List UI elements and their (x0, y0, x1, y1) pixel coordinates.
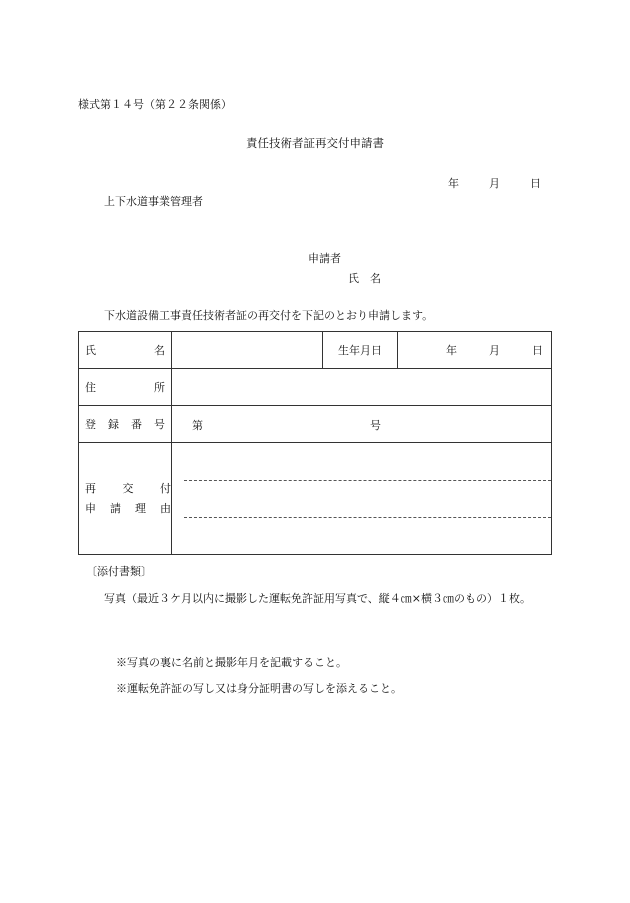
table-row-reason (79, 443, 552, 555)
registration-label-char: 録 (108, 418, 119, 431)
reason-label-char: 再 (85, 481, 96, 495)
applicant-name-label: 氏 名 (348, 272, 381, 285)
reason-label-char: 申 (85, 501, 96, 515)
name-field[interactable] (172, 332, 323, 369)
registration-field[interactable] (172, 406, 552, 443)
reason-label-char: 交 (122, 481, 134, 495)
date-month: 月 (489, 177, 500, 190)
date-year: 年 (448, 177, 459, 190)
reason-label-char: 付 (160, 481, 171, 495)
reason-label-char: 理 (135, 501, 146, 515)
dob-day: 日 (532, 344, 543, 357)
address-label-char: 所 (154, 381, 165, 394)
note-photo-back: ※写真の裏に名前と撮影年月を記載すること。 (116, 656, 347, 669)
reason-field[interactable] (172, 443, 552, 555)
note-id-copy: ※運転免許証の写し又は身分証明書の写しを添えること。 (116, 682, 402, 695)
table-row-registration (79, 406, 552, 443)
registration-prefix: 第 (192, 419, 203, 432)
attachments-heading: 〔添付書類〕 (86, 565, 152, 578)
dob-label: 生年月日 (323, 332, 398, 369)
name-label-char: 氏 (85, 344, 96, 357)
form-number: 様式第１４号（第２２条関係） (78, 98, 232, 111)
application-table (78, 331, 552, 555)
reason-dotted-line (184, 480, 551, 481)
date-day: 日 (530, 177, 541, 190)
address-label-char: 住 (85, 381, 96, 394)
registration-suffix: 号 (370, 419, 381, 432)
addressee: 上下水道事業管理者 (104, 195, 203, 208)
registration-label-char: 登 (85, 418, 96, 431)
table-row-address (79, 369, 552, 406)
table-row-name (79, 332, 552, 369)
document-title: 責任技術者証再交付申請書 (246, 136, 384, 150)
reason-dotted-line (184, 517, 551, 518)
reason-label-cell (79, 443, 172, 555)
reason-label-char: 由 (160, 501, 171, 515)
date-line (448, 175, 541, 191)
address-label-cell (79, 369, 172, 406)
applicant-label: 申請者 (308, 252, 341, 265)
attachments-body: 写真（最近３ケ月以内に撮影した運転免許証用写真で、縦４㎝×横３㎝のもの）１枚。 (104, 592, 531, 605)
name-label-cell (79, 332, 172, 369)
registration-label-char: 号 (154, 418, 165, 431)
registration-label-char: 番 (131, 418, 142, 431)
reason-label-char: 請 (110, 501, 121, 515)
name-label-char: 名 (154, 344, 165, 357)
registration-label-cell (79, 406, 172, 443)
dob-year: 年 (446, 344, 457, 357)
dob-field[interactable] (398, 332, 552, 369)
intro-text: 下水道設備工事責任技術者証の再交付を下記のとおり申請します。 (104, 309, 434, 322)
dob-month: 月 (489, 344, 500, 357)
address-field[interactable] (172, 369, 552, 406)
